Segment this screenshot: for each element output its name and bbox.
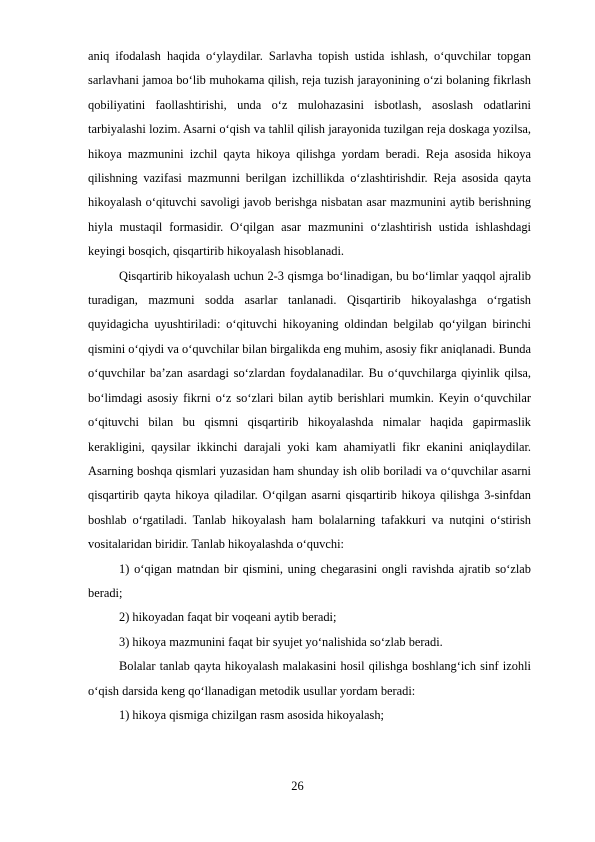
list-item-4: 1) hikoya qismiga chizilgan rasm asosida hikoyalash; [119, 707, 384, 722]
list-item-2: 2) hikoyadan faqat bir voqeani aytib beradi; [119, 610, 337, 625]
page-number: 26 [291, 779, 304, 793]
document-page [88, 44, 531, 727]
list-item-3: 3) hikoya mazmunini faqat bir syujet yo‘nalishida so‘zlab beradi. [119, 634, 443, 649]
paragraph-1: aniq ifodalash haqida o‘ylaydilar. Sarlavha topish ustida ishlash, o‘quvchilar topgan sarlavhani jamoa bo‘lib muhokama qilish, reja tuzish jarayonining o‘zi bolaning fikrlash qobiliyatini faollashtirishi, unda o‘z mulohazasini isbotlash, asoslash odatlarini tarbiyalashi lozim. Asarni o‘qish va tahlil qilish jarayonida tuzilgan reja doskaga yozilsa, hikoya mazmunini izchil qayta hikoya qilishga yordam beradi. Reja asosida hikoya qilishning vazifasi mazmunni berilgan izchillikda o‘zlashtirishdir. Reja asosida qayta hikoyalash o‘qituvchi savoligi javob berishga nisbatan asar mazmunini aytib berishning hiyla mustaqil formasidir. O‘qilgan asar mazmunini o‘zlashtirish ustida ishlashdagi keyingi bosqich, qisqartirib hikoyalash hisoblanadi. [88, 49, 531, 259]
paragraph-3: Bolalar tanlab qayta hikoyalash malakasini hosil qilishga boshlang‘ich sinf izohli o‘qish darsida keng qo‘llanadigan metodik usullar yordam beradi: [88, 659, 531, 698]
list-item-1: 1) o‘qigan matndan bir qismini, uning chegarasini ongli ravishda ajratib so‘zlab beradi; [88, 561, 531, 600]
paragraph-2: Qisqartirib hikoyalash uchun 2-3 qismga bo‘linadigan, bu bo‘limlar yaqqol ajralib turadigan, mazmuni sodda asarlar tanlanadi. Qisqartirib hikoyalashga o‘rgatish quyidagicha uyushtiriladi: o‘qituvchi hikoyaning oldindan belgilab qo‘yilgan birinchi qismini o‘qiydi va o‘quvchilar bilan birgalikda eng muhim, asosiy fikr aniqlanadi. Bunda o‘quvchilar ba’zan asardagi so‘zlardan foydalanadilar. Bu o‘quvchilarga qiyinlik qilsa, bo‘limdagi asosiy fikrni o‘z so‘zlari bilan aytib berishlari mumkin. Keyin o‘quvchilar o‘qituvchi bilan bu qismni qisqartirib hikoyalashda nimalar haqida gapirmaslik kerakligini, qaysilar ikkinchi darajali yoki kam ahamiyatli fikr ekanini aniqlaydilar. Asarning boshqa qismlari yuzasidan ham shunday ish olib boriladi va o‘quvchilar asarni qisqartirib qayta hikoya qiladilar. O‘qilgan asarni qisqartirib hikoya qilishga 3-sinfdan boshlab o‘rgatiladi. Tanlab hikoyalash ham bolalarning tafakkuri va nutqini o‘stirish vositalaridan biridir. Tanlab hikoyalashda o‘quvchi: [88, 268, 531, 552]
